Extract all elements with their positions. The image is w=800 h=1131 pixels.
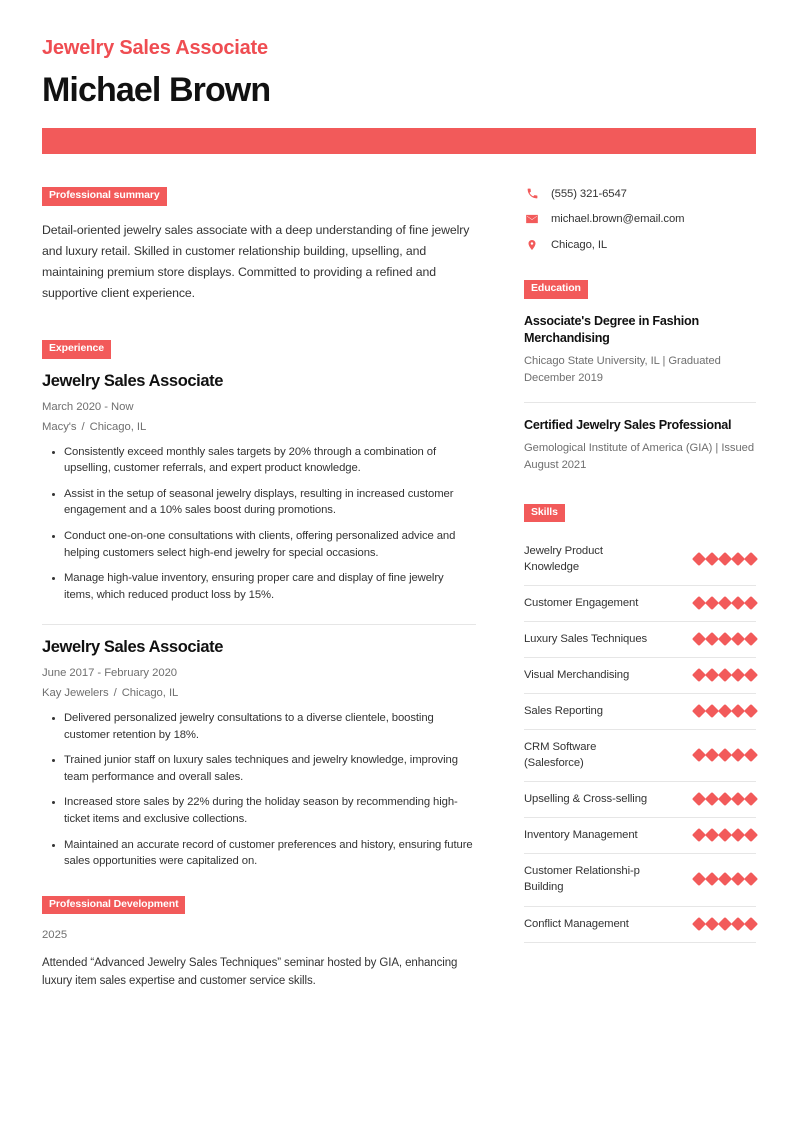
skill-rating bbox=[694, 750, 756, 760]
diamond-icon bbox=[718, 748, 732, 762]
diamond-icon bbox=[692, 552, 706, 566]
experience-separator: / bbox=[81, 420, 85, 433]
diamond-icon bbox=[692, 828, 706, 842]
skill-name: Customer Relationshi-p Building bbox=[524, 865, 640, 894]
contact-email bbox=[524, 212, 756, 226]
skill-rating bbox=[694, 670, 756, 680]
diamond-icon bbox=[744, 792, 758, 806]
education-entry bbox=[524, 417, 756, 474]
skill-rating bbox=[694, 634, 756, 644]
diamond-icon bbox=[731, 748, 745, 762]
professional-development-year: 2025 bbox=[42, 929, 68, 942]
experience-divider bbox=[42, 624, 476, 625]
diamond-icon bbox=[705, 916, 719, 930]
experience-job-title: Jewelry Sales Associate bbox=[42, 371, 223, 390]
contact-location-value: Chicago, IL bbox=[551, 239, 608, 252]
diamond-icon bbox=[705, 872, 719, 886]
contact-email-value[interactable]: michael.brown@email.com bbox=[551, 213, 685, 226]
professional-summary-text: Detail-oriented jewelry sales associate with a deep understanding of fine jewelry and luxury retail. Skilled in customer relationship building, upselling, and maintaining premium store displays. Committed to providing a refined and supportive client experience. bbox=[42, 222, 470, 301]
diamond-icon bbox=[731, 916, 745, 930]
list-item: • Assist in the setup of seasonal jewelry displays, resulting in increased customer engagement and a 10% sales boost during promotions. bbox=[64, 486, 476, 519]
skill-rating bbox=[694, 706, 756, 716]
section-professional-summary bbox=[42, 185, 476, 304]
skill-rating bbox=[694, 554, 756, 564]
diamond-icon bbox=[731, 668, 745, 682]
diamond-icon bbox=[718, 872, 732, 886]
badge-education: Education bbox=[524, 280, 588, 299]
education-meta: Gemological Institute of America (GIA) | Issued August 2021 bbox=[524, 442, 754, 471]
diamond-icon bbox=[744, 704, 758, 718]
experience-entry bbox=[42, 638, 476, 870]
skill-row bbox=[524, 658, 756, 694]
diamond-icon bbox=[705, 552, 719, 566]
diamond-icon bbox=[705, 632, 719, 646]
skill-row bbox=[524, 782, 756, 818]
skill-name: Visual Merchandising bbox=[524, 669, 630, 682]
right-column bbox=[524, 185, 756, 942]
experience-dates: June 2017 - February 2020 bbox=[42, 667, 178, 680]
resume-body bbox=[42, 185, 756, 990]
skill-name: Conflict Management bbox=[524, 917, 629, 930]
diamond-icon bbox=[718, 792, 732, 806]
skill-rating bbox=[694, 830, 756, 840]
badge-professional-development: Professional Development bbox=[42, 896, 185, 915]
diamond-icon bbox=[744, 632, 758, 646]
diamond-icon bbox=[744, 748, 758, 762]
education-degree: Associate's Degree in Fashion Merchandising bbox=[524, 313, 699, 345]
skill-rating bbox=[694, 794, 756, 804]
left-column bbox=[42, 185, 494, 990]
diamond-icon bbox=[692, 668, 706, 682]
skill-row bbox=[524, 694, 756, 730]
skill-row bbox=[524, 622, 756, 658]
experience-bullets bbox=[42, 444, 476, 604]
diamond-icon bbox=[718, 632, 732, 646]
diamond-icon bbox=[692, 748, 706, 762]
skill-rating bbox=[694, 874, 756, 884]
phone-icon bbox=[524, 187, 540, 200]
contact-location bbox=[524, 238, 756, 252]
skill-rating bbox=[694, 598, 756, 608]
experience-job-title: Jewelry Sales Associate bbox=[42, 638, 223, 657]
section-professional-development bbox=[42, 894, 476, 990]
professional-development-text: Attended “Advanced Jewelry Sales Techniques” seminar hosted by GIA, enhancing luxury item sales expertise and customer service skills. bbox=[42, 957, 458, 987]
skill-name: Jewelry Product Knowledge bbox=[524, 545, 603, 574]
skill-name: CRM Software (Salesforce) bbox=[524, 741, 597, 770]
experience-dates: March 2020 - Now bbox=[42, 400, 134, 413]
experience-company: Macy's bbox=[42, 420, 77, 433]
diamond-icon bbox=[705, 704, 719, 718]
diamond-icon bbox=[744, 596, 758, 610]
diamond-icon bbox=[744, 828, 758, 842]
list-item: • Delivered personalized jewelry consultations to a diverse clientele, boosting customer retention by 18%. bbox=[64, 710, 476, 743]
skill-name: Luxury Sales Techniques bbox=[524, 633, 648, 646]
experience-entry bbox=[42, 372, 476, 604]
diamond-icon bbox=[692, 916, 706, 930]
list-item: • Trained junior staff on luxury sales techniques and jewelry knowledge, improving team performance and overall sales. bbox=[64, 752, 476, 785]
diamond-icon bbox=[692, 704, 706, 718]
resume-header bbox=[42, 36, 756, 154]
skills-list bbox=[524, 534, 756, 942]
education-divider bbox=[524, 402, 756, 403]
skill-row bbox=[524, 586, 756, 622]
contact-phone bbox=[524, 187, 756, 200]
location-icon bbox=[524, 238, 540, 252]
contact-info bbox=[524, 187, 756, 252]
section-education bbox=[524, 278, 756, 473]
diamond-icon bbox=[705, 596, 719, 610]
diamond-icon bbox=[705, 668, 719, 682]
experience-separator: / bbox=[113, 687, 117, 700]
experience-org bbox=[42, 421, 476, 433]
skill-row bbox=[524, 730, 756, 782]
skill-name: Sales Reporting bbox=[524, 705, 603, 718]
diamond-icon bbox=[731, 792, 745, 806]
diamond-icon bbox=[705, 828, 719, 842]
diamond-icon bbox=[731, 704, 745, 718]
education-meta: Chicago State University, IL | Graduated December 2019 bbox=[524, 355, 721, 384]
diamond-icon bbox=[718, 596, 732, 610]
experience-location: Chicago, IL bbox=[89, 420, 147, 433]
skill-row bbox=[524, 534, 756, 586]
diamond-icon bbox=[718, 668, 732, 682]
section-skills bbox=[524, 502, 756, 943]
diamond-icon bbox=[744, 872, 758, 886]
skill-name: Upselling & Cross-selling bbox=[524, 793, 648, 806]
diamond-icon bbox=[705, 792, 719, 806]
diamond-icon bbox=[744, 668, 758, 682]
list-item: • Maintained an accurate record of customer preferences and history, ensuring future sales opportunities were capitalized on. bbox=[64, 837, 476, 870]
skill-row bbox=[524, 854, 756, 906]
education-degree: Certified Jewelry Sales Professional bbox=[524, 417, 732, 432]
diamond-icon bbox=[718, 916, 732, 930]
skill-name: Customer Engagement bbox=[524, 597, 639, 610]
experience-bullets bbox=[42, 710, 476, 870]
page-title: Michael Brown bbox=[42, 71, 271, 109]
list-item: • Conduct one-on-one consultations with clients, offering personalized advice and helping customers select high-end jewelry for special occasions. bbox=[64, 528, 476, 561]
accent-bar bbox=[42, 128, 756, 154]
diamond-icon bbox=[718, 828, 732, 842]
diamond-icon bbox=[692, 632, 706, 646]
skill-row bbox=[524, 818, 756, 854]
skill-name: Inventory Management bbox=[524, 829, 638, 842]
badge-experience: Experience bbox=[42, 340, 111, 359]
diamond-icon bbox=[744, 916, 758, 930]
diamond-icon bbox=[731, 872, 745, 886]
diamond-icon bbox=[692, 792, 706, 806]
diamond-icon bbox=[744, 552, 758, 566]
diamond-icon bbox=[718, 552, 732, 566]
diamond-icon bbox=[731, 632, 745, 646]
header-job-title: Jewelry Sales Associate bbox=[42, 37, 268, 59]
diamond-icon bbox=[692, 872, 706, 886]
skill-rating bbox=[694, 919, 756, 929]
section-experience bbox=[42, 338, 476, 870]
diamond-icon bbox=[692, 596, 706, 610]
experience-company: Kay Jewelers bbox=[42, 687, 109, 700]
education-entry bbox=[524, 313, 756, 387]
list-item: • Increased store sales by 22% during the holiday season by recommending high-ticket items and exclusive collections. bbox=[64, 794, 476, 827]
contact-phone-value[interactable]: (555) 321-6547 bbox=[551, 187, 627, 200]
email-icon bbox=[524, 212, 540, 226]
list-item: • Manage high-value inventory, ensuring proper care and display of fine jewelry items, which reduced product loss by 15%. bbox=[64, 570, 476, 603]
skill-row bbox=[524, 907, 756, 943]
diamond-icon bbox=[731, 552, 745, 566]
list-item: • Consistently exceed monthly sales targets by 20% through a combination of upselling, customer referrals, and expert product knowledge. bbox=[64, 444, 476, 477]
badge-skills: Skills bbox=[524, 504, 565, 523]
experience-location: Chicago, IL bbox=[121, 687, 179, 700]
badge-professional-summary: Professional summary bbox=[42, 187, 167, 206]
diamond-icon bbox=[731, 596, 745, 610]
diamond-icon bbox=[731, 828, 745, 842]
diamond-icon bbox=[718, 704, 732, 718]
experience-org bbox=[42, 687, 476, 699]
diamond-icon bbox=[705, 748, 719, 762]
